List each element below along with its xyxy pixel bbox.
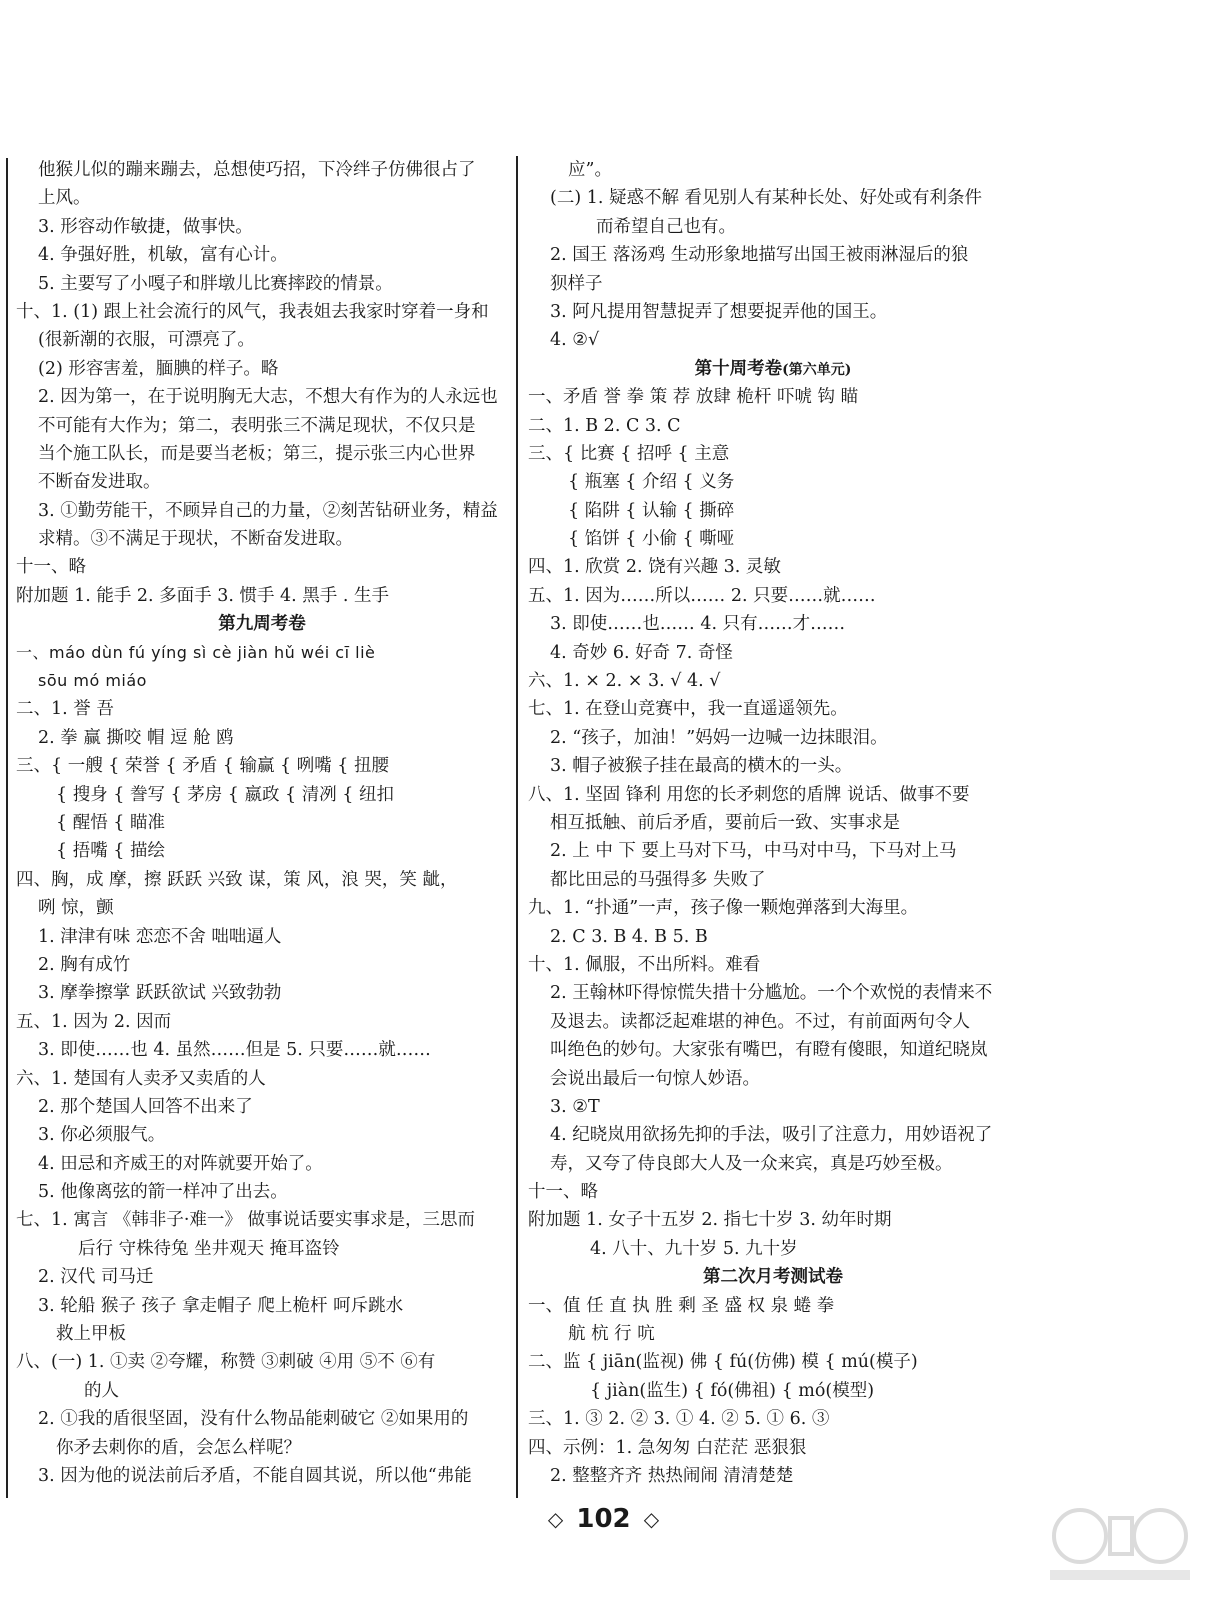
answer-line xyxy=(16,781,508,809)
answer-line xyxy=(16,1320,508,1348)
answer-text: 2. 胸有成竹 xyxy=(38,954,131,975)
page-number: 102 xyxy=(576,1504,631,1534)
answer-text: { 捂嘴 { 描绘 xyxy=(56,841,165,862)
answer-line xyxy=(528,1150,1018,1178)
answer-line xyxy=(16,809,508,837)
answer-line xyxy=(16,1348,508,1376)
answer-text: 二、监 { jiān(监视) 佛 { fú(仿佛) 模 { mú(模子) xyxy=(528,1352,918,1373)
answer-line xyxy=(528,894,1018,922)
answer-line xyxy=(528,1235,1018,1263)
answer-text: 3. 即使……也…… 4. 只有……才…… xyxy=(550,614,846,635)
answer-line xyxy=(16,355,508,383)
answer-line xyxy=(528,440,1018,468)
answer-line xyxy=(528,497,1018,525)
answer-line xyxy=(16,1292,508,1320)
answer-line xyxy=(16,1008,508,1036)
answer-line xyxy=(528,468,1018,496)
answer-text: 5. 主要写了小嘎子和胖墩儿比赛摔跤的情景。 xyxy=(38,273,393,294)
answer-line xyxy=(528,781,1018,809)
section-heading-text: 第九周考卷 xyxy=(218,614,306,635)
answer-text: 4. 奇妙 6. 好奇 7. 奇怪 xyxy=(550,642,733,663)
watermark-logo-icon xyxy=(1040,1500,1200,1590)
answer-line xyxy=(528,1065,1018,1093)
answer-text: 5. 他像离弦的箭一样冲了出去。 xyxy=(38,1182,288,1203)
answer-text: sōu mó miáo xyxy=(38,671,147,691)
answer-text: 他猴儿似的蹦来蹦去，总想使巧招，下冷绊子仿佛很占了 xyxy=(38,160,476,180)
section-heading-text: 第二次月考测试卷 xyxy=(703,1267,843,1288)
answer-text: 4. 田忌和齐威王的对阵就要开始了。 xyxy=(38,1153,323,1174)
answer-text: 十、1. 佩服，不出所料。难看 xyxy=(528,954,761,975)
answer-text: 2. 国王 落汤鸡 生动形象地描写出国王被雨淋湿后的狼 xyxy=(550,245,969,266)
answer-line xyxy=(528,1434,1018,1462)
answer-line xyxy=(16,1235,508,1263)
answer-line xyxy=(16,553,508,581)
answer-text: 不断奋发进取。 xyxy=(38,472,161,493)
answer-text: 2. 王翰林吓得惊慌失措十分尴尬。一个个欢悦的表情来不 xyxy=(550,983,993,1004)
answer-line xyxy=(16,1377,508,1405)
answer-text: 叫绝色的妙句。大家张有嘴巴，有瞪有傻眼，知道纪晓岚 xyxy=(550,1040,988,1061)
answer-line xyxy=(16,1405,508,1433)
answer-text: 3. 阿凡提用智慧捉弄了想要捉弄他的国王。 xyxy=(550,301,888,322)
answer-text: 3. 即使……也 4. 虽然……但是 5. 只要……就…… xyxy=(38,1040,431,1061)
right-answer-column xyxy=(528,156,1018,1490)
answer-text: 咧 惊，颤 xyxy=(38,898,114,919)
answer-text: { 醒悟 { 瞄准 xyxy=(56,812,165,833)
answer-text: 2. 整整齐齐 热热闹闹 清清楚楚 xyxy=(550,1465,794,1486)
answer-line xyxy=(528,241,1018,269)
section-heading-text: 第十周考卷 xyxy=(694,358,783,379)
answer-text: 求精。③不满足于现状，不断奋发进取。 xyxy=(38,529,353,550)
answer-text: { 陷阱 { 认输 { 撕碎 xyxy=(568,500,735,521)
answer-line xyxy=(528,1008,1018,1036)
answer-line xyxy=(528,1093,1018,1121)
answer-text: 二、1. B 2. C 3. C xyxy=(528,415,681,436)
answer-text: { 搜身 { 誊写 { 茅房 { 嬴政 { 清冽 { 纽扣 xyxy=(56,784,394,805)
answer-line xyxy=(16,866,508,894)
answer-line xyxy=(16,213,508,241)
answer-text: { 瓶塞 { 介绍 { 义务 xyxy=(568,472,735,493)
answer-line xyxy=(528,1462,1018,1490)
answer-text: 一、值 任 直 执 胜 剩 圣 盛 权 泉 蜷 拳 xyxy=(528,1295,835,1316)
answer-text: 及退去。读都泛起难堪的神色。不过，有前面两句令人 xyxy=(550,1011,970,1032)
answer-line xyxy=(16,1206,508,1234)
answer-text: 航 杭 行 吭 xyxy=(568,1324,655,1345)
answer-line xyxy=(528,525,1018,553)
answer-text: 二、1. 誉 吾 xyxy=(16,699,114,720)
diamond-icon: ◇ xyxy=(643,1507,660,1531)
answer-text: 的人 xyxy=(84,1380,119,1401)
answer-text: 寿，又夸了侍良郎大人及一众来宾，真是巧妙至极。 xyxy=(550,1153,953,1174)
answer-line xyxy=(16,326,508,354)
answer-text: 三、{ 一艘 { 荣誉 { 矛盾 { 输赢 { 咧嘴 { 扭腰 xyxy=(16,756,389,777)
answer-text: 狈样子 xyxy=(550,273,603,294)
answer-text: 3. 摩拳擦掌 跃跃欲试 兴致勃勃 xyxy=(38,983,282,1004)
answer-text: 四、1. 欣赏 2. 饶有兴趣 3. 灵敏 xyxy=(528,557,781,578)
answer-line xyxy=(528,383,1018,411)
answer-text: 3. 轮船 猴子 孩子 拿走帽子 爬上桅杆 呵斥跳水 xyxy=(38,1295,404,1316)
answer-line xyxy=(528,809,1018,837)
answer-line xyxy=(16,468,508,496)
answer-text: 附加题 1. 女子十五岁 2. 指七十岁 3. 幼年时期 xyxy=(528,1210,892,1231)
answer-text: 应”。 xyxy=(568,160,612,180)
answer-line xyxy=(528,752,1018,780)
answer-text: 3. 因为他的说法前后矛盾，不能自圆其说，所以他“弗能 xyxy=(38,1465,472,1486)
blank-top-margin xyxy=(0,0,1207,150)
answer-line xyxy=(528,1036,1018,1064)
answer-text: 上风。 xyxy=(38,188,91,209)
answer-line xyxy=(528,1178,1018,1206)
answer-text: 3. ②T xyxy=(550,1096,600,1117)
answer-line xyxy=(528,979,1018,1007)
answer-text: (很新潮的衣服，可漂亮了。 xyxy=(38,330,255,351)
answer-line xyxy=(16,1263,508,1291)
answer-line xyxy=(528,923,1018,951)
answer-text: 3. 形容动作敏捷，做事快。 xyxy=(38,216,253,237)
answer-line xyxy=(528,639,1018,667)
answer-text: 3. ①勤劳能干，不顾异自己的力量，②刻苦钻研业务，精益 xyxy=(38,500,498,521)
left-edge-rule xyxy=(6,158,8,1498)
answer-line xyxy=(528,1206,1018,1234)
answer-text: 六、1. × 2. × 3. √ 4. √ xyxy=(528,671,721,692)
answer-text: { jiàn(监生) { fó(佛祖) { mó(模型) xyxy=(590,1380,875,1401)
answer-text: 八、(一) 1. ①卖 ②夸耀，称赞 ③刺破 ④用 ⑤不 ⑥有 xyxy=(16,1352,436,1373)
answer-text: 一、矛盾 誉 拳 策 荐 放肆 桅杆 吓唬 钩 瞄 xyxy=(528,387,859,408)
answer-line xyxy=(528,1320,1018,1348)
answer-text: 2. “孩子，加油！”妈妈一边喊一边抹眼泪。 xyxy=(550,727,888,748)
answer-text: 都比田忌的马强得多 失败了 xyxy=(550,869,766,890)
answer-line xyxy=(528,270,1018,298)
answer-line xyxy=(16,1150,508,1178)
answer-line xyxy=(16,894,508,922)
answer-line xyxy=(528,1292,1018,1320)
answer-line xyxy=(16,582,508,610)
answer-line xyxy=(16,1121,508,1149)
answer-line xyxy=(528,667,1018,695)
answer-line xyxy=(16,1462,508,1490)
answer-text: 十、1. (1) 跟上社会流行的风气，我表姐去我家时穿着一身和 xyxy=(16,301,489,322)
answer-text: 五、1. 因为 2. 因而 xyxy=(16,1011,172,1032)
diamond-icon: ◇ xyxy=(547,1507,564,1531)
answer-text: 4. 纪晓岚用欲扬先抑的手法，吸引了注意力，用妙语祝了 xyxy=(550,1125,993,1146)
answer-text: 2. 上 中 下 要上马对下马，中马对中马，下马对上马 xyxy=(550,841,957,862)
answer-text: 五、1. 因为……所以…… 2. 只要……就…… xyxy=(528,585,876,606)
answer-text: 救上甲板 xyxy=(56,1324,126,1345)
answer-text: 会说出最后一句惊人妙语。 xyxy=(550,1068,760,1089)
answer-text: 七、1. 寓言 《韩非子·难一》 做事说话要实事求是，三思而 xyxy=(16,1210,475,1231)
answer-text: (2) 形容害羞，腼腆的样子。略 xyxy=(38,358,279,379)
answer-text: 一、máo dùn fú yíng sì cè jiàn hǔ wéi cī liè xyxy=(16,642,376,662)
answer-line xyxy=(16,695,508,723)
answer-line xyxy=(528,695,1018,723)
answer-text: 相互抵触、前后矛盾，要前后一致、实事求是 xyxy=(550,812,900,833)
answer-line xyxy=(528,837,1018,865)
answer-line xyxy=(528,1121,1018,1149)
answer-line xyxy=(16,951,508,979)
answer-text: 2. ①我的盾很坚固，没有什么物品能刺破它 ②如果用的 xyxy=(38,1409,469,1430)
answer-text: 4. 八十、九十岁 5. 九十岁 xyxy=(590,1238,798,1259)
answer-line xyxy=(528,582,1018,610)
answer-text: 十一、略 xyxy=(528,1182,598,1203)
answer-text: 4. ②√ xyxy=(550,330,600,351)
answer-text: 三、1. ③ 2. ② 3. ① 4. ② 5. ① 6. ③ xyxy=(528,1409,830,1430)
answer-text: 你矛去刺你的盾，会怎么样呢？ xyxy=(56,1437,301,1458)
answer-line xyxy=(16,1434,508,1462)
answer-text: 而希望自己也有。 xyxy=(596,216,736,237)
answer-text: 后行 守株待兔 坐井观天 掩耳盗铃 xyxy=(78,1238,340,1259)
answer-text: 2. 那个楚国人回答不出来了 xyxy=(38,1096,253,1117)
answer-text: 3. 你必须服气。 xyxy=(38,1125,166,1146)
answer-text: 八、1. 坚固 锋利 用您的长矛刺您的盾牌 说话、做事不要 xyxy=(528,784,970,805)
answer-line xyxy=(16,639,508,667)
answer-line xyxy=(528,951,1018,979)
answer-text: 2. 汉代 司马迁 xyxy=(38,1267,154,1288)
answer-line xyxy=(16,724,508,752)
answer-line xyxy=(528,326,1018,354)
answer-text: { 馅饼 { 小偷 { 嘶哑 xyxy=(568,529,735,550)
unit-label: (第六单元) xyxy=(782,361,852,378)
answer-line xyxy=(16,752,508,780)
answer-text: 九、1. “扑通”一声，孩子像一颗炮弹落到大海里。 xyxy=(528,898,919,919)
answer-text: 不可能有大作为；第二，表明张三不满足现状，不仅只是 xyxy=(38,415,476,436)
answer-line xyxy=(16,440,508,468)
answer-line xyxy=(16,667,508,695)
answer-text: 2. 拳 赢 撕咬 帽 逗 舱 鸥 xyxy=(38,727,234,748)
answer-text: 附加题 1. 能手 2. 多面手 3. 惯手 4. 黑手 . 生手 xyxy=(16,585,389,606)
section-heading xyxy=(16,610,508,638)
answer-line xyxy=(16,1036,508,1064)
answer-text: 四、示例：1. 急匆匆 白茫茫 恶狠狠 xyxy=(528,1437,807,1458)
answer-line xyxy=(16,1093,508,1121)
answer-text: 1. 津津有味 恋恋不舍 咄咄逼人 xyxy=(38,926,282,947)
answer-text: 3. 帽子被猴子挂在最高的横木的一头。 xyxy=(550,756,853,777)
answer-line xyxy=(16,298,508,326)
column-divider xyxy=(516,156,518,1498)
answer-text: 2. 因为第一，在于说明胸无大志，不想大有作为的人永远也 xyxy=(38,387,498,408)
answer-line xyxy=(16,270,508,298)
answer-line xyxy=(16,497,508,525)
answer-text: 2. C 3. B 4. B 5. B xyxy=(550,926,708,947)
answer-line xyxy=(16,156,508,184)
answer-line xyxy=(16,525,508,553)
answer-text: (二) 1. 疑惑不解 看见别人有某种长处、好处或有利条件 xyxy=(550,188,983,209)
answer-line xyxy=(528,610,1018,638)
section-heading xyxy=(528,1263,1018,1291)
answer-line xyxy=(528,553,1018,581)
answer-line xyxy=(528,298,1018,326)
answer-line xyxy=(528,412,1018,440)
answer-text: 四、胸，成 摩，擦 跃跃 兴致 谋，策 风，浪 哭，笑 龇， xyxy=(16,869,458,890)
answer-line xyxy=(528,156,1018,184)
answer-line xyxy=(16,184,508,212)
page-footer xyxy=(0,1504,1207,1544)
answer-text: 三、{ 比赛 { 招呼 { 主意 xyxy=(528,443,730,464)
answer-line xyxy=(528,1405,1018,1433)
answer-line xyxy=(16,383,508,411)
answer-text: 4. 争强好胜，机敏，富有心计。 xyxy=(38,245,288,266)
answer-line xyxy=(16,979,508,1007)
answer-line xyxy=(16,241,508,269)
answer-line xyxy=(528,866,1018,894)
answer-line xyxy=(16,923,508,951)
section-heading xyxy=(528,355,1018,383)
answer-line xyxy=(528,184,1018,212)
answer-line xyxy=(528,724,1018,752)
answer-line xyxy=(16,1065,508,1093)
answer-line xyxy=(528,213,1018,241)
answer-line xyxy=(16,412,508,440)
answer-text: 六、1. 楚国有人卖矛又卖盾的人 xyxy=(16,1068,266,1089)
answer-text: 当个施工队长，而是要当老板；第三，提示张三内心世界 xyxy=(38,443,476,464)
answer-line xyxy=(528,1377,1018,1405)
answer-line xyxy=(16,1178,508,1206)
answer-line xyxy=(528,1348,1018,1376)
answer-line xyxy=(16,837,508,865)
left-answer-column xyxy=(16,156,508,1490)
answer-text: 十一、略 xyxy=(16,557,86,578)
answer-text: 七、1. 在登山竞赛中，我一直遥遥领先。 xyxy=(528,699,848,720)
